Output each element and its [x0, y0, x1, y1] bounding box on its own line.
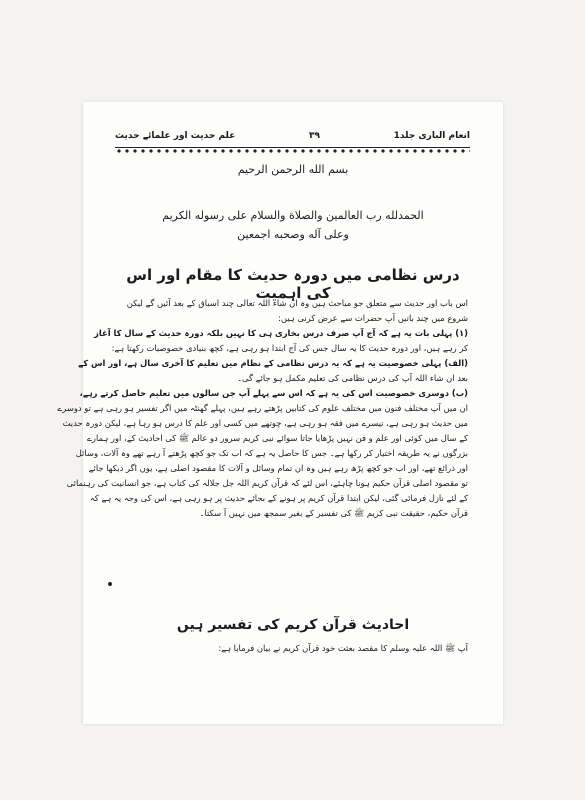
text-line: کے سال میں کوئی اور علم و فن نہیں پڑھایا جاتا سوائے نبی کریم سرور دو عالم ﷺ کی احادیث کے، اور ہمارے	[87, 433, 468, 443]
text-line: شروع میں چند باتیں آپ حضرات سے عرض کرنی ہیں:	[278, 313, 468, 323]
text-line: آپ ﷺ اللہ علیہ وسلم کا مقصد بعثت خود قرآن کریم نے بیان فرمایا ہے:	[218, 643, 468, 653]
page-header	[115, 128, 470, 144]
header-section-title: علم حدیث اور علمائے حدیث	[115, 131, 236, 141]
text-line: (ب) دوسری خصوصیت اس کی یہ ہے کہ اس سے پہلے آپ جن سالوں میں تعلیم حاصل کرتے رہے،	[79, 388, 468, 398]
header-decorative-border	[115, 145, 470, 155]
page-number: ۳۹	[309, 131, 320, 141]
text-line: تو مقصود اصلی قرآن حکیم ہونا چاہئے، اس لئے کہ قرآن کریم اللہ جل جلالہ کی کتاب ہے، جو انسانیت کی رہنمائی	[66, 478, 468, 488]
praise-line: وعلى آله وصحبه اجمعين	[237, 228, 349, 241]
section-body	[118, 641, 468, 656]
praise-line: الحمدلله رب العالمين والصلاة والسلام على رسوله الكريم	[162, 209, 424, 222]
text-line: بزرگوں نے یہ طریقہ اختیار کر رکھا ہے۔ جس کا حاصل یہ ہے کہ اب تک جو کچھ پڑھتے آ رہے تھے وہ آلات، وسائل	[75, 448, 468, 458]
text-line: کر رہے ہیں، اور دورہ حدیث کا یہ سال جس کی آج ابتدا ہو رہی ہے، کچھ بنیادی خصوصیات رکھتا ہے:	[111, 343, 468, 353]
section-heading: احادیث قرآن کریم کی تفسیر ہیں	[176, 617, 410, 633]
text-line: بعد ان شاء اللہ آپ کی درس نظامی کی تعلیم مکمل ہو جائے گی۔	[237, 373, 468, 383]
text-line: اس باب اور حدیث سے متعلق جو مباحث ہیں وہ ان شاء اللہ تعالی چند اسباق کے بعد آئیں گے لیکن	[126, 298, 468, 308]
bismillah: بسم الله الرحمن الرحيم	[237, 163, 349, 176]
page-ink-dot	[108, 582, 112, 586]
text-line: قرآن حکیم، حقیقت نبی کریم ﷺ کی تفسیر کے بغیر سمجھ میں نہیں آ سکتا۔	[199, 508, 468, 518]
text-line: اور ذرائع تھے، اور اب جو کچھ پڑھ رہے ہیں وہ ان تمام وسائل و آلات کا مقصود اصلی ہے، یوں اگر دیکھا جائے	[88, 463, 468, 473]
opening-praise	[118, 206, 468, 244]
text-line: میں حدیث ہو رہی ہے، تیسرے میں فقہ ہو رہی ہے، چوتھے میں کسی اور علم کا درس ہو رہا ہے، لیکن دورہ حدیث	[62, 418, 468, 428]
text-line: کے لئے نازل فرمائی گئی، لیکن ابتدا قرآن کریم پر ہونے کے بجائے حدیث پر ہو رہی ہے، اس کی وجہ یہ ہے کہ	[89, 493, 468, 503]
header-book-title: انعام الباری جلد1	[393, 131, 470, 141]
text-line: ان میں آپ مختلف فنون میں مختلف علوم کی کتابیں پڑھتے رہے ہیں، پہلے گھنٹہ میں اگر تفسیر ہو رہی ہے تو دوسرے	[57, 403, 468, 413]
text-line: (۱) پہلی بات یہ ہے کہ آج آپ صرف درس بخاری ہی کا نہیں بلکہ دورہ حدیث کے سال کا آغاز	[94, 328, 468, 338]
text-line: (الف) پہلی خصوصیت یہ ہے کہ یہ درس نظامی کے نظام میں تعلیم کا آخری سال ہے، اور اس کے	[78, 358, 468, 368]
section-body	[57, 296, 468, 521]
section-heading: درس نظامی میں دورہ حدیث کا مقام اور اس کی اہمیت	[126, 266, 460, 302]
